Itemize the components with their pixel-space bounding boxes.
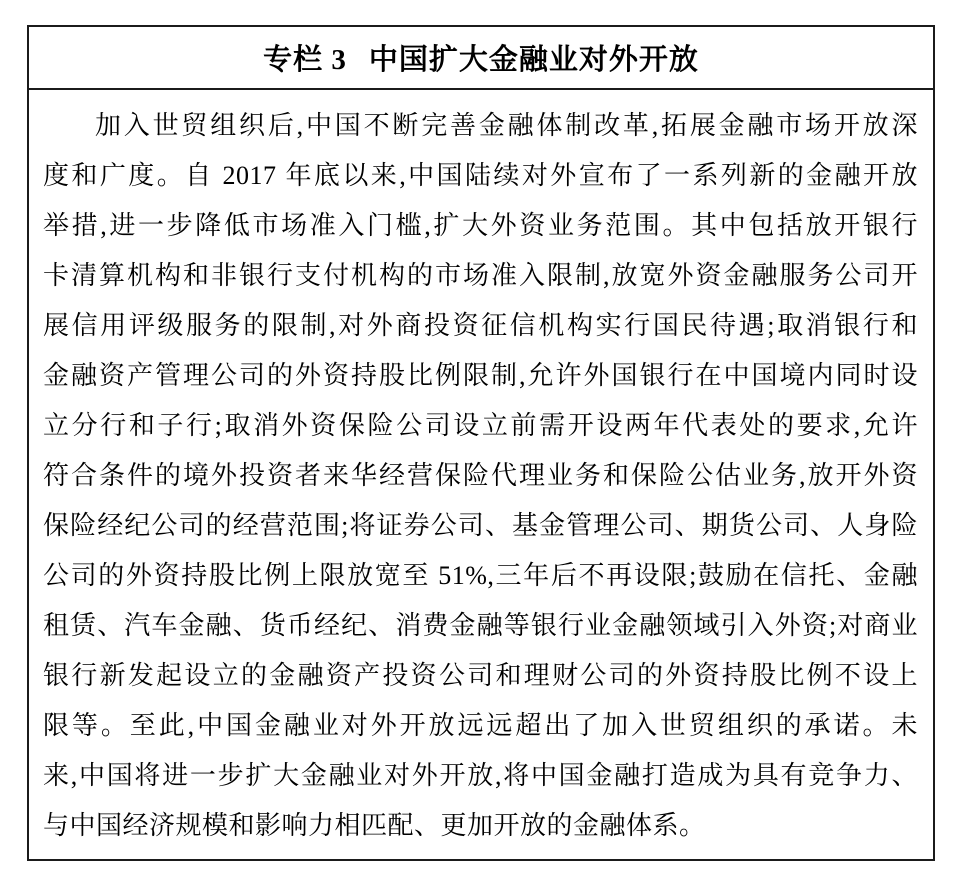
- body-text-line: 银行新发起设立的金融资产投资公司和理财公司的外资持股比例不设上: [43, 661, 918, 690]
- body-text-line: 来,中国将进一步扩大金融业对外开放,将中国金融打造成为具有竞争力、: [43, 761, 918, 790]
- body-text-line: 举措,进一步降低市场准入门槛,扩大外资业务范围。其中包括放开银行: [43, 211, 918, 240]
- body-text-line: 租赁、汽车金融、货币经纪、消费金融等银行业金融领域引入外资;对商业: [43, 611, 918, 640]
- column-number-label: 专栏 3: [263, 44, 347, 76]
- column-body: [29, 90, 933, 851]
- body-text-line: 展信用评级服务的限制,对外商投资征信机构实行国民待遇;取消银行和: [43, 311, 918, 340]
- body-text-line: 立分行和子行;取消外资保险公司设立前需开设两年代表处的要求,允许: [43, 411, 918, 440]
- body-text-line: 符合条件的境外投资者来华经营保险代理业务和保险公估业务,放开外资: [43, 461, 918, 490]
- body-text-line: 金融资产管理公司的外资持股比例限制,允许外国银行在中国境内同时设: [43, 361, 918, 390]
- body-text-line: 卡清算机构和非银行支付机构的市场准入限制,放宽外资金融服务公司开: [43, 261, 918, 290]
- column-box: [27, 25, 935, 861]
- body-text-line: 度和广度。自 2017 年底以来,中国陆续对外宣布了一系列新的金融开放: [43, 161, 918, 190]
- column-title: [29, 27, 933, 88]
- body-text-line: 保险经纪公司的经营范围;将证券公司、基金管理公司、期货公司、人身险: [43, 511, 918, 540]
- column-title-text: 中国扩大金融业对外开放: [368, 44, 699, 76]
- body-text-line: 加入世贸组织后,中国不断完善金融体制改革,拓展金融市场开放深: [95, 111, 918, 140]
- body-text-line: 公司的外资持股比例上限放宽至 51%,三年后不再设限;鼓励在信托、金融: [43, 561, 918, 590]
- body-text-line: 与中国经济规模和影响力相匹配、更加开放的金融体系。: [43, 811, 706, 840]
- body-text-line: 限等。至此,中国金融业对外开放远远超出了加入世贸组织的承诺。未: [43, 711, 918, 740]
